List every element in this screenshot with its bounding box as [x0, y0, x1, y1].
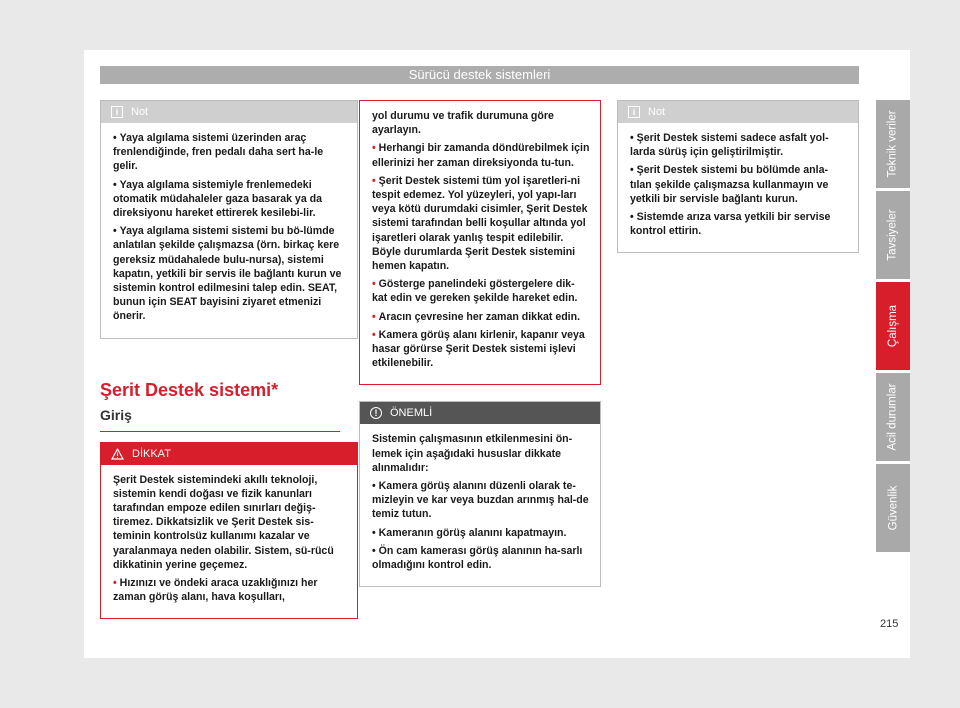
section-subtitle: Giriş	[100, 406, 132, 423]
warning-box	[100, 442, 358, 620]
warning-item: • Aracın çevresine her zaman dikkat edin.	[372, 310, 581, 323]
important-item: • Kameranın görüş alanını kapatmayın.	[372, 526, 567, 539]
section-title: Şerit Destek sistemi*	[100, 379, 279, 400]
tab-acil-durumlar[interactable]: Acil durumlar	[876, 373, 910, 461]
note-item: • Şerit Destek sistemi bu bölümde anla-tılan şekilde çalışmazsa kullanmayın ve yetkili bir servisle bağlantı kurun.	[630, 164, 829, 205]
middle-column	[359, 100, 601, 587]
note-item: • Yaya algılama sistemi üzerinden araç frenlendiğinde, fren pedalı daha sert ha-le gelir.	[113, 132, 324, 173]
important-title: ÖNEMLİ	[390, 407, 433, 420]
important-header	[360, 402, 600, 424]
warning-box-continued	[359, 100, 601, 385]
warning-item: • Hızınızı ve öndeki araca uzaklığınızı her zaman görüş alanı, hava koşulları,	[113, 577, 318, 604]
page-number: 215	[880, 618, 899, 630]
tab-teknik-veriler[interactable]: Teknik veriler	[876, 100, 910, 188]
warning-item: • Şerit Destek sistemi tüm yol işaretleri-ni tespit edemez. Yol yüzeyleri, yol yapı-ları veya kötü durumdaki cisimler, Şerit Destek sistemi tarafından belli koşullar altında yol işaretleri olarak yanlış tespit edilebilir. Böyle durumlarda Şerit Destek sistemini hemen kapatın.	[372, 174, 588, 273]
note-item: • Sistemde arıza varsa yetkili bir servise kontrol ettirin.	[630, 211, 831, 238]
warning-text: Şerit Destek sistemindeki akıllı teknoloji, sistemin kendi doğası ve fizik kanunları tarafından empoze edilen sınırları değiş-tiremez. Dikkatsizlik ve Şerit Destek sis-teminin kontrolsüz kullanımı kazalar ve yaralanmaya neden olabilir. Sistem, sü-rücü dikkatinin yerine geçemez.	[113, 473, 334, 571]
warning-header	[101, 443, 357, 465]
warning-title: DİKKAT	[132, 447, 171, 460]
info-icon: i	[628, 106, 640, 118]
important-text: Sistemin çalışmasının etkilenmesini ön-lemek için aşağıdaki hususlar dikkate alınmalıdır:	[372, 433, 573, 474]
note-box-left	[100, 100, 358, 339]
manual-page	[84, 50, 910, 658]
note-header	[101, 101, 357, 123]
warning-item: • Kamera görüş alanı kirlenir, kapanır veya hasar görürse Şerit Destek sistemi işlevi etkilenebilir.	[372, 328, 585, 370]
note-title: Not	[648, 106, 666, 118]
chapter-tabs	[876, 100, 910, 555]
tab-tavsiyeler[interactable]: Tavsiyeler	[876, 191, 910, 279]
important-box	[359, 401, 601, 587]
right-column	[617, 100, 859, 253]
note-item: • Yaya algılama sistemiyle frenlemedeki otomatik müdahaleler gaza basarak ya da direksiyonu hareket ettirerek kesilebi-lir.	[113, 178, 323, 220]
warning-continued-text: yol durumu ve trafik durumuna göre ayarlayın.	[372, 110, 554, 137]
chapter-header: Sürücü destek sistemleri	[100, 66, 859, 84]
section-rule	[100, 431, 340, 432]
warning-triangle-icon	[111, 448, 124, 460]
note-box-right	[617, 100, 859, 253]
warning-item: • Herhangi bir zamanda döndürebilmek için ellerinizi her zaman direksiyonda tu-tun.	[372, 142, 590, 169]
tab-calisma[interactable]: Çalışma	[876, 282, 910, 370]
note-item: • Şerit Destek sistemi sadece asfalt yol-larda sürüş için geliştirilmiştir.	[630, 132, 829, 159]
note-header	[618, 101, 858, 123]
important-item: • Ön cam kamerası görüş alanının ha-sarlı olmadığını kontrol edin.	[372, 544, 583, 572]
note-item: • Yaya algılama sistemi sistemi bu bö-lümde anlatılan şekilde çalışmazsa (örn. birkaç kere gereksiz müdahalede bulu-nursa), sistemi kapatın, yetkili bir servis ile bağlantı kurun ve sistemin kontrol edilmesini talep edin. SEAT, bunun için SEAT bayisini ziyaret etmenizi önerir.	[113, 225, 342, 323]
important-item: • Kamera görüş alanını düzenli olarak te-mizleyin ve kar veya buzdan arınmış hal-de temiz tutun.	[372, 480, 589, 521]
tab-guvenlik[interactable]: Güvenlik	[876, 464, 910, 552]
left-column	[100, 100, 358, 619]
exclamation-icon: !	[370, 407, 382, 419]
note-title: Not	[131, 106, 149, 118]
warning-item: • Gösterge panelindeki göstergelere dik-kat edin ve gereken şekilde hareket edin.	[372, 278, 578, 305]
info-icon: i	[111, 106, 123, 118]
